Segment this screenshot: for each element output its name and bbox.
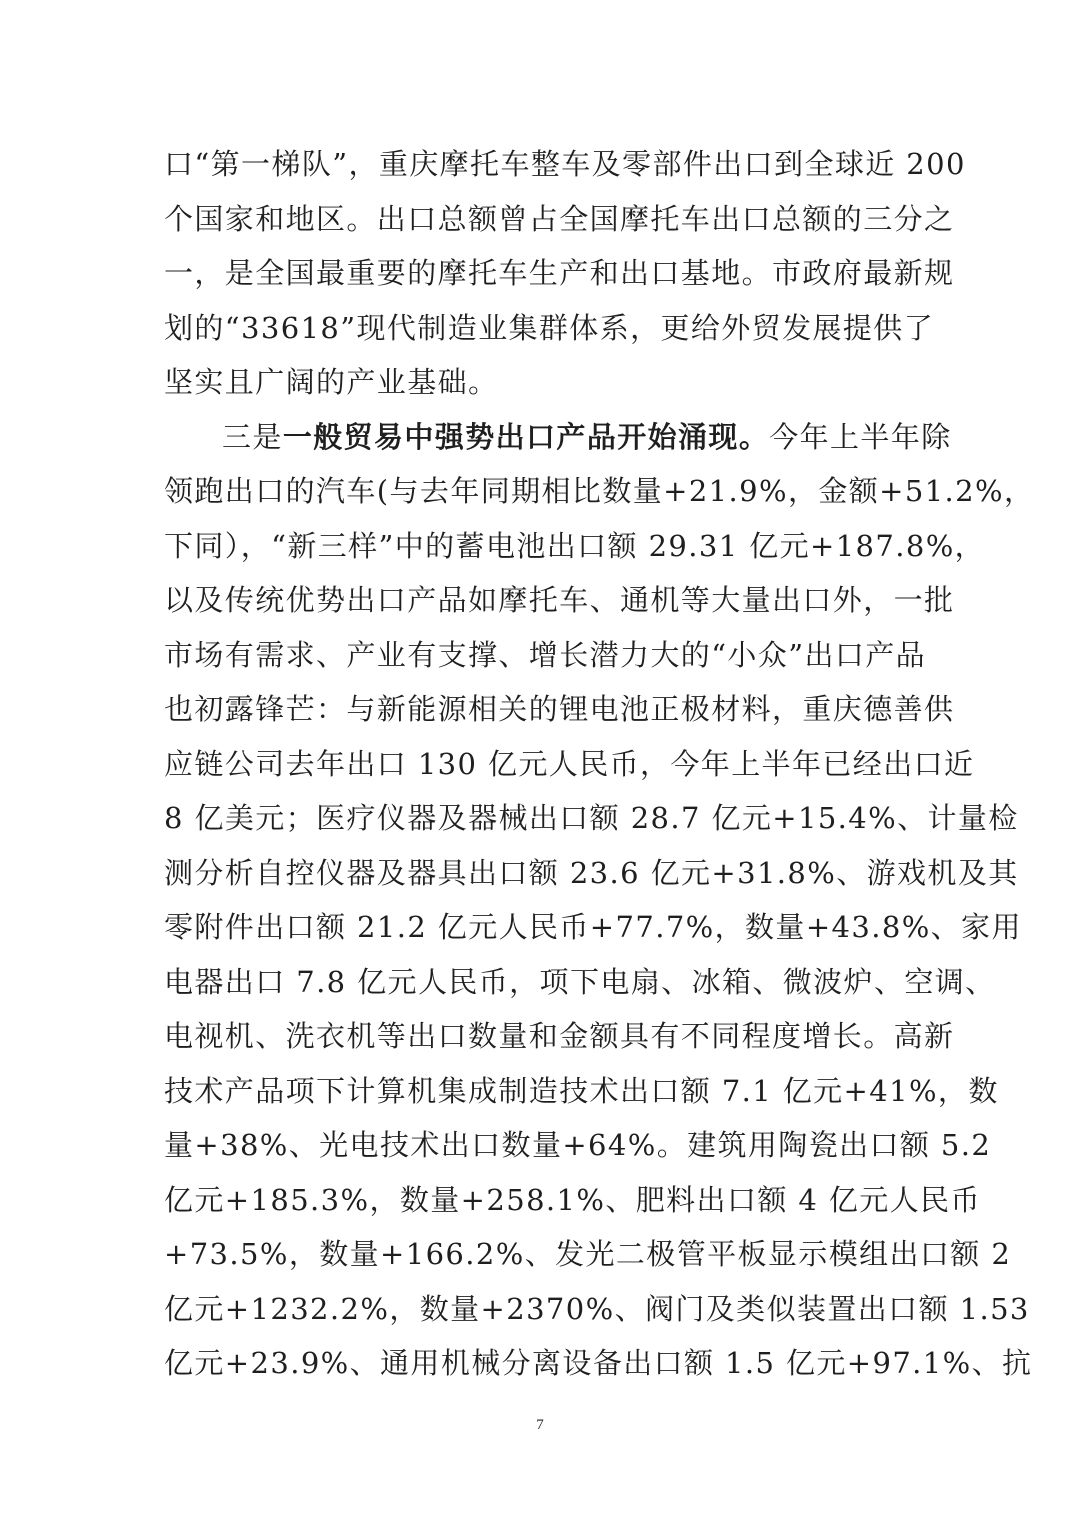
paragraph-lead: 三是	[222, 419, 283, 454]
text-line: 亿元+23.9%、通用机械分离设备出口额 1.5 亿元+97.1%、抗	[164, 1346, 1033, 1380]
paragraph-heading: 一般贸易中强势出口产品开始涌现。	[282, 419, 770, 454]
text-line: 电器出口 7.8 亿元人民币，项下电扇、冰箱、微波炉、空调、	[164, 964, 996, 999]
text-line: 也初露锋芒：与新能源相关的锂电池正极材料，重庆德善供	[164, 692, 955, 726]
text-line: 8 亿美元；医疗仪器及器械出口额 28.7 亿元+15.4%、计量检	[164, 801, 1019, 835]
paragraph-lead-rest: 今年上半年除	[769, 419, 952, 454]
text-line: 坚实且广阔的产业基础。	[164, 365, 499, 399]
text-line: +73.5%，数量+166.2%、发光二极管平板显示模组出口额 2	[164, 1237, 1012, 1271]
text-line: 划的“33618”现代制造业集群体系，更给外贸发展提供了	[164, 310, 935, 345]
text-line: 量+38%、光电技术出口数量+64%。建筑用陶瓷出口额 5.2	[164, 1128, 992, 1162]
text-line: 应链公司去年出口 130 亿元人民币，今年上半年已经出口近	[164, 746, 975, 781]
text-line: 下同），“新三样”中的蓄电池出口额 29.31 亿元+187.8%，	[164, 528, 986, 563]
text-line: 以及传统优势出口产品如摩托车、通机等大量出口外，一批	[164, 583, 955, 617]
text-line: 领跑出口的汽车(与去年同期相比数量+21.9%，金额+51.2%，	[164, 474, 1035, 508]
text-line: 测分析自控仪器及器具出口额 23.6 亿元+31.8%、游戏机及其	[164, 855, 1019, 890]
text-line: 零附件出口额 21.2 亿元人民币+77.7%，数量+43.8%、家用	[164, 910, 1022, 944]
text-line: 个国家和地区。出口总额曾占全国摩托车出口总额的三分之	[164, 201, 955, 236]
page-number: 7	[536, 1417, 544, 1433]
text-line: 亿元+185.3%，数量+258.1%、肥料出口额 4 亿元人民币	[164, 1182, 981, 1217]
text-line: 电视机、洗衣机等出口数量和金额具有不同程度增长。高新	[164, 1019, 955, 1053]
body-text	[164, 137, 1035, 1391]
text-line: 亿元+1232.2%，数量+2370%、阀门及类似装置出口额 1.53	[164, 1291, 1030, 1326]
text-line: 口“第一梯队”，重庆摩托车整车及零部件出口到全球近 200	[164, 147, 966, 181]
text-line: 一，是全国最重要的摩托车生产和出口基地。市政府最新规	[164, 256, 955, 290]
paragraph-first-line	[164, 410, 952, 465]
text-line: 市场有需求、产业有支撑、增长潜力大的“小众”出口产品	[164, 637, 927, 672]
text-line: 技术产品项下计算机集成制造技术出口额 7.1 亿元+41%，数	[164, 1073, 999, 1108]
